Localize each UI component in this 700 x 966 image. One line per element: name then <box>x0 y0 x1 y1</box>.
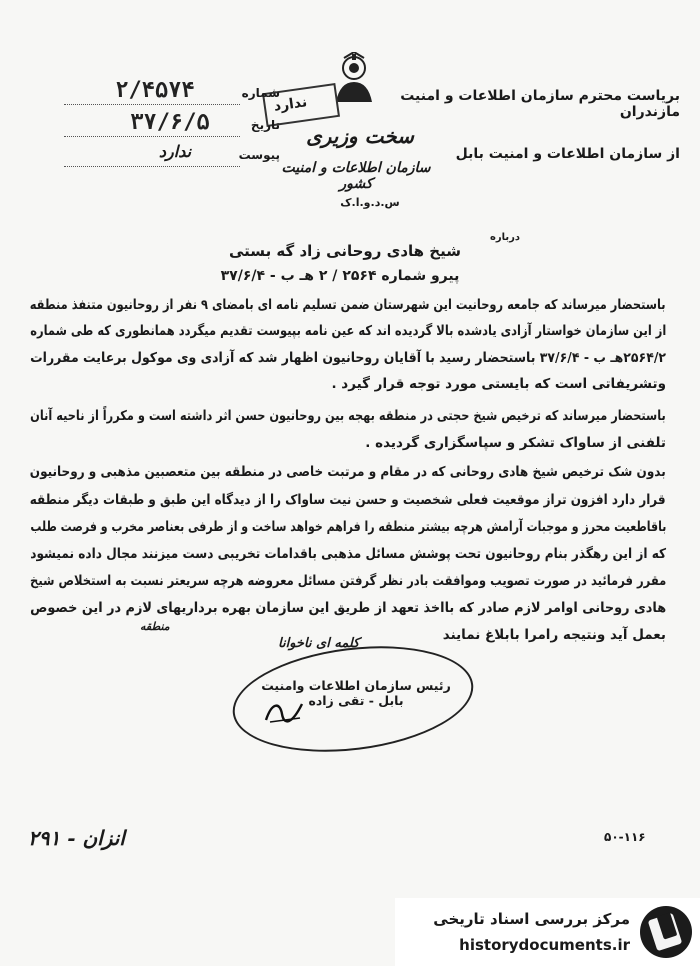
field-label-number: شماره <box>241 86 280 100</box>
body-line: از این سازمان خواستار آزادی یادشده بالا گردیده اند که عین نامه بپیوست تقدیم میگردد همانطوری که طی شماره <box>29 323 666 339</box>
watermark-line-1: مرکز بررسی اسناد تاریخی <box>433 910 630 928</box>
code-line: س.د.و.ا.ک <box>340 196 400 209</box>
body-line: مقرر فرمائید در صورت تصویب وموافقت بادر نظر گرفتن مسائل معروضه هرچه سریعتر نسبت به استخلاص شیخ <box>29 573 666 589</box>
handwritten-note: کلمه ای ناخوانا <box>278 636 360 651</box>
body-line: باقاطعیت محرز و موجبات آرامش هرچه بیشتر منطقه را فراهم خواهد ساخت و از طرفی بعناصر مخرب و فرصت طلب <box>29 519 666 535</box>
addressee-primary: بریاست محترم سازمان اطلاعات و امنیت مازندران <box>400 88 680 120</box>
body-line: ۲۵۶۴/۲هـ ب - ۳۷/۶/۴ باستحضار رسید با آقایان روحانیون اظهار شد که آزادی وی موکول برعایت مقررات <box>30 350 666 366</box>
body-line: باستحضار میرساند که جامعه روحانیت این شهرستان ضمن تسلیم نامه ای بامضای ۹ نفر از روحانیون متنفذ منطقه <box>30 297 666 313</box>
body-line: هادی روحانی اوامر لازم صادر که بااخذ تعهد از طریق این سازمان بهره برداریهای لازم در این خصوص <box>29 600 666 616</box>
body-line: بعمل آید ونتیجه رامرا بابلاغ نمایند <box>442 627 666 643</box>
body-line: که از این رهگذر بنام روحانیون تحت پوشش مسائل مذهبی باقدامات تخریبی دست میزنند مجال داده نمیشود <box>30 546 666 562</box>
body-line: قرار دارد افزون تراز موقعیت فعلی شخصیت و حسن نیت ساواک را از دیدگاه این طبق و طبقات دیگر منطقه <box>30 492 666 508</box>
field-value-date: ۳۷/۶/۵ <box>130 110 210 135</box>
field-rule-number <box>64 104 240 105</box>
field-label-date: تاریخ <box>250 118 280 132</box>
field-value-attachment: ندارد <box>158 142 192 161</box>
body-line: تلفنی از ساواک تشکر و سپاسگزاری گردیده . <box>365 435 666 451</box>
handwritten-insert: منطقه <box>140 620 170 633</box>
addressee-sender: از سازمان اطلاعات و امنیت بابل <box>455 146 680 162</box>
body-line: باستحضار میرساند که ترخیص شیخ حجتی در منطقه بهجه بین روحانیون حسن اثر داشته است و مکرراً از ناحیه آنان <box>30 408 666 424</box>
field-rule-attachment <box>64 166 240 167</box>
field-label-attachment: پیوست <box>238 148 280 162</box>
body-line: وتشریفاتی است که بایستی مورد توجه قرار گیرد . <box>331 376 666 392</box>
watermark-line-2: historydocuments.ir <box>459 936 630 954</box>
subject-text: شیخ هادی روحانی زاد گه بستی <box>229 242 461 260</box>
subject-label: درباره <box>489 232 520 243</box>
field-rule-date <box>64 136 240 137</box>
body-line: بدون شک ترخیص شیخ هادی روحانی که در مقام و مرتبت خاصی در منطقه بین متعصبین مذهبی و روحانیون <box>30 464 666 480</box>
field-value-number: ۲/۴۵۷۴ <box>115 78 195 103</box>
archive-logo-icon <box>640 906 692 958</box>
emblem-caption: سخت وزیری <box>306 124 414 148</box>
handwritten-footer: ۲۹۱ - انزان <box>28 826 125 850</box>
signature-title: رئیس سازمان اطلاعات وامنیت بابل - تقی زاده <box>261 678 451 708</box>
reference-line: پیرو شماره ۲۵۶۴ / ۲ هـ ب - ۳۷/۶/۴ <box>220 268 460 284</box>
watermark-footer <box>395 898 700 966</box>
signature-mark <box>262 698 306 726</box>
document-code: ۵۰-۱۱۶ <box>604 830 646 844</box>
stamp-text: ندارد <box>272 94 309 115</box>
org-line: سازمان اطلاعات و امنیت کشور <box>281 160 431 192</box>
